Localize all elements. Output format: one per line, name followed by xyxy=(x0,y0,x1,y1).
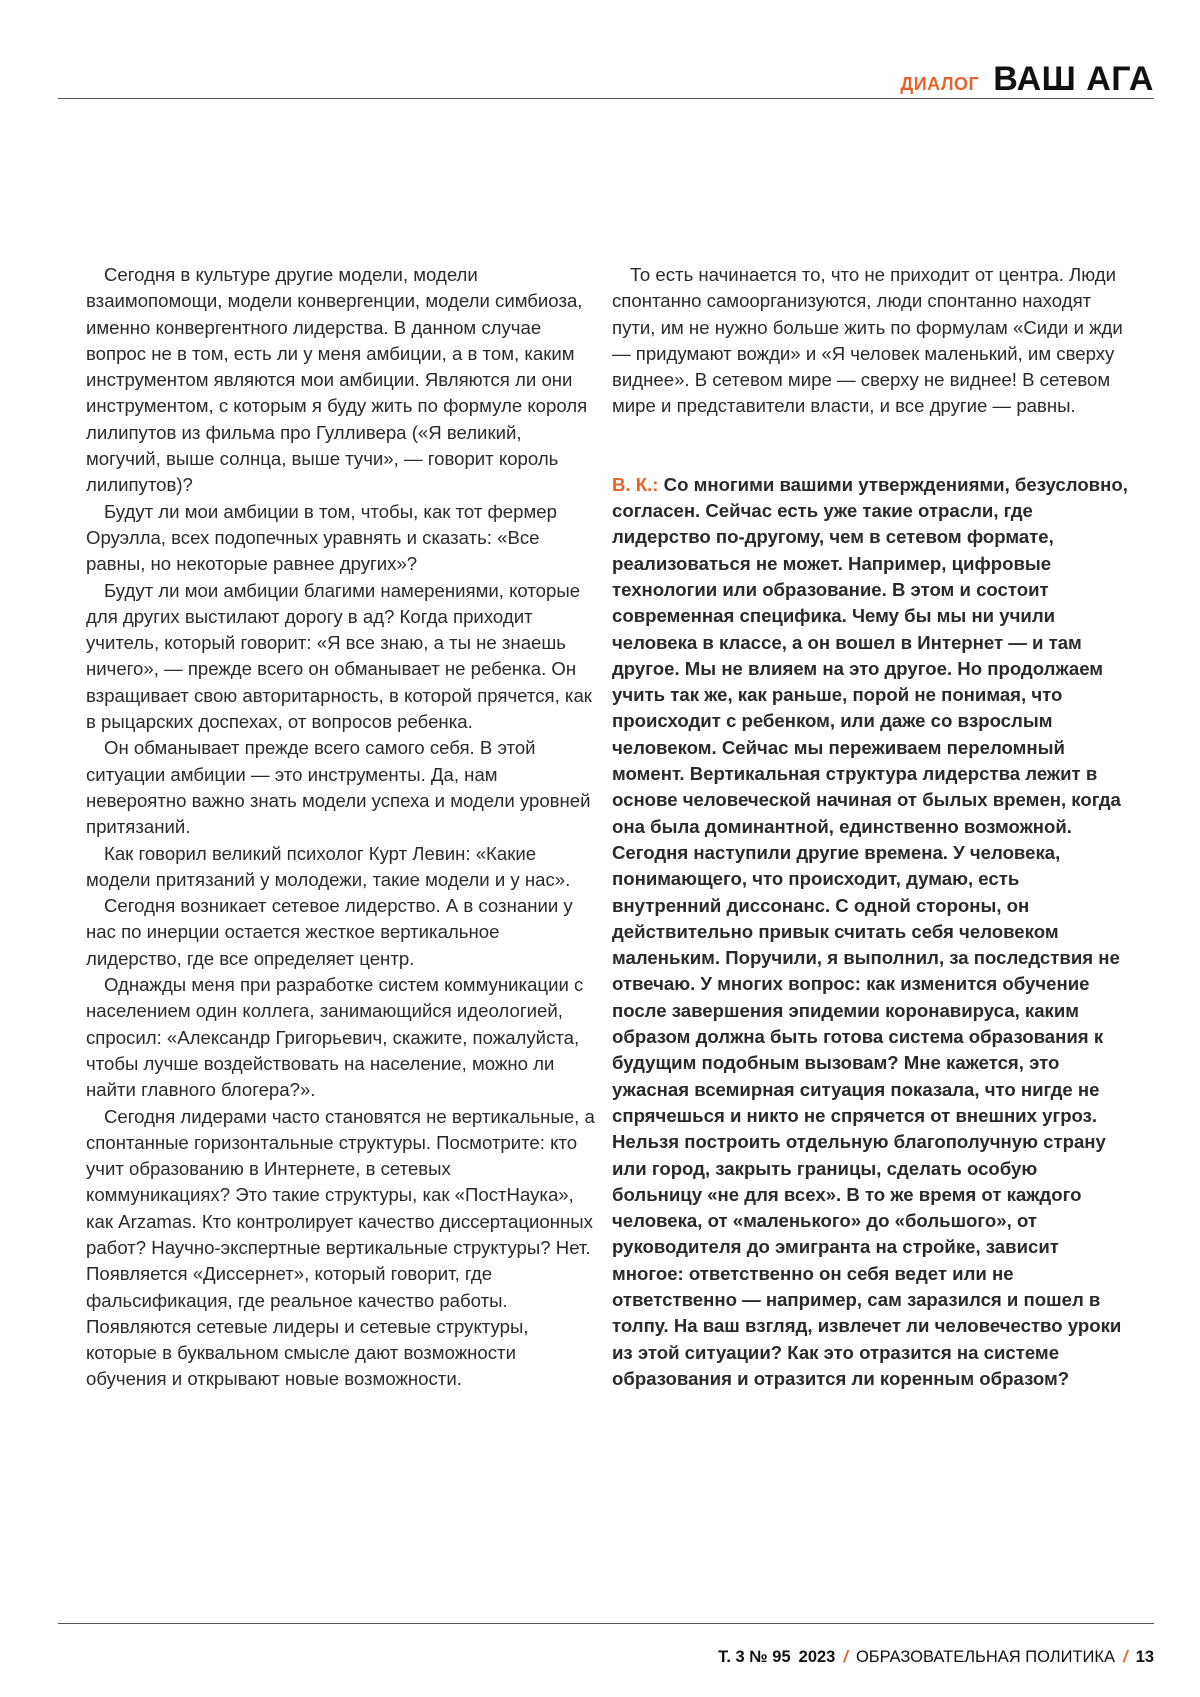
journal-title: ОБРАЗОВАТЕЛЬНАЯ ПОЛИТИКА xyxy=(856,1648,1115,1667)
section-label: ДИАЛОГ xyxy=(900,74,979,95)
page-header xyxy=(900,60,1154,99)
interviewer-question xyxy=(612,472,1132,1392)
paragraph: Сегодня лидерами часто становятся не вертикальные, а спонтанные горизонтальные структуры. Посмотрите: кто учит образованию в Интернете, в сетевых коммуникациях? Это такие структуры, как «ПостНаука», как Arzamas. Кто контролирует качество диссертационных работ? Научно-экспертные вертикальные структуры? Нет. Появляется «Диссернет», который говорит, где фальсификация, где реальное качество работы. Появляются сетевые лидеры и сетевые структуры, которые в буквальном смысле дают возможности обучения и открывают новые возможности. xyxy=(86,1104,600,1393)
paragraph: Сегодня возникает сетевое лидерство. А в сознании у нас по инерции остается жесткое вертикальное лидерство, где все определяет центр. xyxy=(86,893,600,972)
issue-number: Т. 3 № 95 xyxy=(718,1648,790,1667)
rubric-title: ВАШ АГА xyxy=(993,60,1154,99)
question-text: Со многими вашими утверждениями, безусловно, согласен. Сейчас есть уже такие отрасли, где лидерство по-другому, чем в сетевом формате, реализоваться не может. Например, цифровые технологии или образование. В этом и состоит современная специфика. Чему бы мы ни учили человека в классе, а он вошел в Интернет — и там другое. Мы не влияем на это другое. Но продолжаем учить так же, как раньше, порой не понимая, что происходит с ребенком, или даже со взрослым человеком. Сейчас мы переживаем переломный момент. Вертикальная структура лидерства лежит в основе человеческой начиная от былых времен, когда она была доминантной, единственно возможной. Сегодня наступили другие времена. У человека, понимающего, что происходит, думаю, есть внутренний диссонанс. С одной стороны, он действительно привык считать себя человеком маленьким. Поручили, я выполнил, за последствия не отвечаю. У многих вопрос: как изменится обучение после завершения эпидемии коронавируса, каким образом должна быть готова система образования к будущим подобным вызовам? Мне кажется, это ужасная всемирная ситуация показала, что нигде не спрячешься и никто не спрячется от внешних угроз. Нельзя построить отдельную благополучную страну или город, закрыть границы, сделать особую больницу «не для всех». В то же время от каждого человека, от «маленького» до «большого», от руководителя до эмигранта на стройке, зависит многое: ответственно он себя ведет или не ответственно — например, сам заразился и пошел в толпу. На ваш взгляд, извлечет ли человечество уроки из этой ситуации? Как это отразится на системе образования и отразится ли коренным образом? xyxy=(612,474,1128,1389)
right-column xyxy=(612,262,1132,1392)
separator: / xyxy=(1123,1648,1128,1667)
header-divider xyxy=(58,98,1154,99)
paragraph: Сегодня в культуре другие модели, модели взаимопомощи, модели конвергенции, модели симбиоза, именно конвергентного лидерства. В данном случае вопрос не в том, есть ли у меня амбиции, а в том, каким инструментом являются мои амбиции. Являются ли они инструментом, с которым я буду жить по формуле короля лилипутов из фильма про Гулливера («Я великий, могучий, выше солнца, выше тучи», — говорит король лилипутов)? xyxy=(86,262,600,499)
spacer xyxy=(612,420,1132,472)
paragraph: Однажды меня при разработке систем коммуникации с населением один коллега, занимающийся идеологией, спросил: «Александр Григорьевич, скажите, пожалуйста, чтобы лучше воздействовать на население, можно ли найти главного блогера?». xyxy=(86,972,600,1103)
paragraph: Как говорил великий психолог Курт Левин: «Какие модели притязаний у молодежи, такие модели и у нас». xyxy=(86,841,600,894)
speaker-label: В. К.: xyxy=(612,474,658,495)
page-footer xyxy=(718,1648,1154,1667)
page-number: 13 xyxy=(1136,1648,1154,1667)
paragraph: Он обманывает прежде всего самого себя. В этой ситуации амбиции — это инструменты. Да, нам невероятно важно знать модели успеха и модели уровней притязаний. xyxy=(86,735,600,840)
left-column xyxy=(86,262,600,1393)
issue-year: 2023 xyxy=(799,1648,836,1667)
footer-divider xyxy=(58,1623,1154,1624)
paragraph: То есть начинается то, что не приходит от центра. Люди спонтанно самоорганизуются, люди спонтанно находят пути, им не нужно больше жить по формулам «Сиди и жди — придумают вожди» и «Я человек маленький, им сверху виднее». В сетевом мире — сверху не виднее! В сетевом мире и представители власти, и все другие — равны. xyxy=(612,262,1132,420)
separator: / xyxy=(843,1648,848,1667)
paragraph: Будут ли мои амбиции благими намерениями, которые для других выстилают дорогу в ад? Когда приходит учитель, который говорит: «Я все знаю, а ты не знаешь ничего», — прежде всего он обманывает не ребенка. Он взращивает свою авторитарность, в которой прячется, как в рыцарских доспехах, от вопросов ребенка. xyxy=(86,578,600,736)
paragraph: Будут ли мои амбиции в том, чтобы, как тот фермер Оруэлла, всех подопечных уравнять и сказать: «Все равны, но некоторые равнее других»? xyxy=(86,499,600,578)
